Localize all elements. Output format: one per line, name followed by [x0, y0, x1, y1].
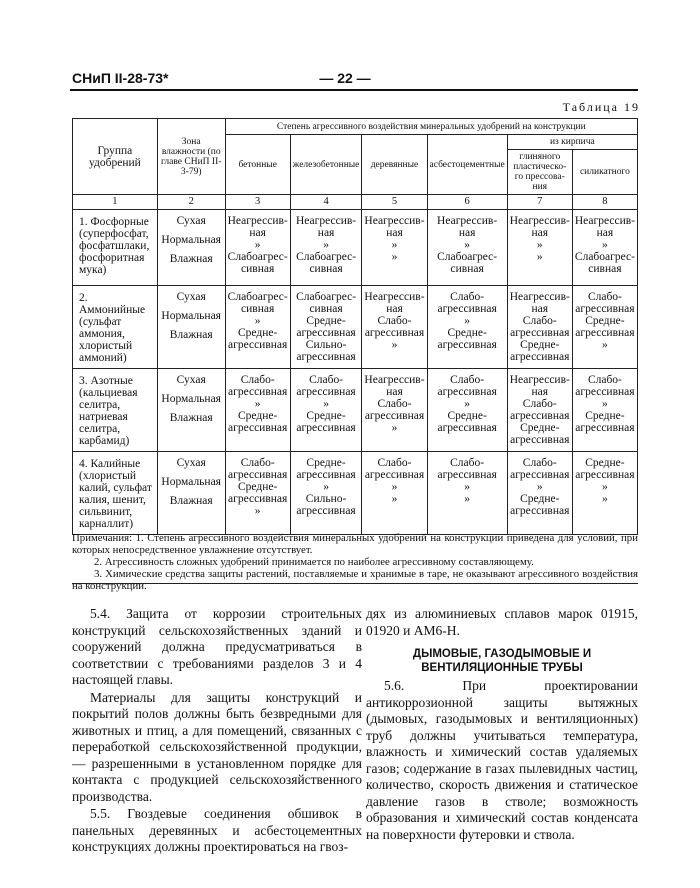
humidity-zones [157, 286, 225, 369]
rating-silicate-brick [572, 452, 637, 535]
rating-line: Слабоагрес- [437, 251, 498, 263]
column-number: 5 [362, 195, 427, 210]
humidity-zone: Сухая [176, 215, 206, 227]
rating-silicate-brick [572, 286, 637, 369]
rating-line: » [254, 505, 261, 517]
rating-line: агрессивная [364, 327, 425, 339]
rating-line: сивная [241, 263, 275, 275]
rating-line: Средне- [238, 481, 278, 493]
rating-line: ная [458, 227, 476, 239]
rating-line: агрессивная [296, 469, 356, 481]
rating-line: агрессивная [575, 422, 635, 434]
header-brick: из кирпича [507, 135, 637, 150]
rating-line: агрессивная [510, 469, 570, 481]
rating-line: Слабо- [450, 291, 485, 303]
column-number: 3 [225, 195, 290, 210]
humidity-zone: Влажная [169, 253, 213, 265]
rating-line: Слабоагрес- [296, 251, 357, 263]
page-number: — 22 — [319, 70, 371, 86]
rating-line: агрессивная [296, 386, 356, 398]
header-clay-brick: глиняного пластическо-го прессова-ния [507, 150, 572, 195]
rating-line: ная [249, 227, 266, 239]
rating-line: ная [596, 227, 614, 239]
rating-line: агрессивная [575, 327, 635, 339]
column-number: 2 [157, 195, 225, 210]
left-text-column [72, 606, 362, 857]
rating-line: Слабо- [377, 398, 412, 410]
rating-line: » [254, 315, 261, 327]
rating-line: агрессивная [437, 339, 497, 351]
rating-line: Неагрессив- [437, 215, 498, 227]
paragraph-5-5: 5.5. Гвоздевые соединения обшивок в панельных деревянных и асбестоцементных конструкциях должны проектироваться на гвоз- [72, 806, 362, 854]
rating-reinforced [290, 210, 362, 286]
rating-line: агрессивная [296, 327, 356, 339]
rating-line: Слабо- [450, 457, 485, 469]
humidity-zone: Влажная [169, 329, 213, 341]
rating-line: агрессивная [510, 410, 570, 422]
rating-line: Слабо- [522, 457, 557, 469]
rating-line: Неагрессив- [509, 374, 570, 386]
rating-line: » [464, 239, 470, 251]
humidity-zone: Влажная [169, 412, 213, 424]
rating-line: Средне- [238, 410, 278, 422]
rating-line: » [464, 398, 470, 410]
rating-line: » [536, 481, 543, 493]
rating-line: Средне- [520, 493, 560, 505]
paragraph-5-4: 5.4. Защита от коррозии строительных конструкций сельскохозяйственных зданий и сооружений должна предусматриваться в соответствии с требованиями разделов 3 и 4 настоящей главы. [72, 606, 362, 687]
humidity-zone: Сухая [176, 457, 206, 469]
rating-line: сивная [309, 303, 343, 315]
rating-line: Слабоагрес- [227, 291, 288, 303]
header-zone: Зона влажности (по главе СНиП II-3-79) [157, 119, 225, 195]
rating-line: ная [317, 227, 335, 239]
rating-wooden [362, 210, 427, 286]
rating-line: Слабо- [522, 315, 557, 327]
rating-line: » [391, 339, 398, 351]
fertilizer-aggressiveness-table [72, 118, 638, 535]
rating-line: агрессивная [228, 493, 288, 505]
rating-line: Средне- [447, 327, 487, 339]
table-bottom-rule [72, 583, 638, 584]
rating-line: сивная [588, 263, 622, 275]
rating-concrete [225, 452, 290, 535]
rating-line: Средне- [447, 410, 487, 422]
table-body [73, 210, 638, 535]
rating-line: агрессивная [510, 327, 570, 339]
rating-clay-brick [507, 452, 572, 535]
section-heading: ДЫМОВЫЕ, ГАЗОДЫМОВЫЕ И ВЕНТИЛЯЦИОННЫЕ ТРУБЫ [412, 648, 592, 674]
rating-line: агрессивная [437, 386, 497, 398]
rating-line: Средне- [306, 410, 346, 422]
rating-line: ная [531, 227, 549, 239]
rating-line: » [254, 398, 261, 410]
rating-line: Неагрессив- [296, 215, 357, 227]
rating-line: агрессивная [364, 469, 425, 481]
rating-line: агрессивная [575, 386, 635, 398]
rating-line: агрессивная [364, 410, 425, 422]
rating-line: сивная [241, 303, 275, 315]
humidity-zone: Нормальная [161, 393, 221, 405]
humidity-zone: Влажная [169, 495, 213, 507]
humidity-zone: Сухая [176, 374, 206, 386]
right-text-column [366, 606, 638, 844]
header-concrete: бетонные [225, 135, 290, 195]
rating-line: Сильно- [305, 493, 347, 505]
note-3: 3. Химические средства защиты растений, поставляемые и хранимые в таре, не оказывают агрессивного воздействия на конструкции. [72, 568, 638, 592]
table-row [73, 210, 638, 286]
rating-line: агрессивная [228, 339, 288, 351]
rating-line: ная [386, 227, 403, 239]
rating-line: агрессивная [437, 469, 497, 481]
rating-silicate-brick [572, 210, 637, 286]
rating-line: Неагрессив- [364, 215, 425, 227]
rating-asbestos [427, 286, 507, 369]
rating-line: » [602, 398, 608, 410]
rating-line: Средне- [585, 315, 625, 327]
humidity-zones [157, 452, 225, 535]
rating-line: агрессивная [510, 351, 570, 363]
rating-line: » [464, 315, 470, 327]
rating-line: Неагрессив- [509, 215, 570, 227]
rating-line: агрессивная [228, 422, 288, 434]
rating-line: ная [386, 386, 403, 398]
column-number: 7 [507, 195, 572, 210]
fertilizer-group: 1. Фосфорные (суперфосфат, фосфатшлаки, фосфоритная мука) [73, 210, 158, 286]
humidity-zone: Нормальная [161, 310, 221, 322]
rating-line: Слабо- [450, 374, 485, 386]
rating-line: Слабо- [522, 398, 557, 410]
rating-reinforced [290, 452, 362, 535]
rating-line: » [391, 251, 398, 263]
rating-line: Средне- [585, 410, 625, 422]
rating-line: Средне- [306, 457, 346, 469]
rating-line: Сильно- [305, 339, 347, 351]
rating-asbestos [427, 452, 507, 535]
rating-clay-brick [507, 286, 572, 369]
note-1: Примечания: 1. Степень агрессивного воздействия минеральных удобрений на конструкции приведена для условий, при которых непосредственное увлажнение отсутствует. [72, 532, 638, 556]
column-number: 6 [427, 195, 507, 210]
rating-wooden [362, 369, 427, 452]
rating-concrete [225, 369, 290, 452]
rating-line: Неагрессив- [364, 291, 425, 303]
column-number: 8 [572, 195, 637, 210]
document-code: СНиП II-28-73* [72, 70, 169, 86]
rating-line: » [323, 239, 329, 251]
rating-line: агрессивная [510, 434, 570, 446]
humidity-zones [157, 210, 225, 286]
rating-line: агрессивная [228, 469, 288, 481]
rating-line: Неагрессив- [227, 215, 288, 227]
fertilizer-group: 2. Аммонийные (сульфат аммония, хлористый аммоний) [73, 286, 158, 369]
rating-line: Средне- [520, 339, 560, 351]
rating-line: » [391, 422, 398, 434]
rating-concrete [225, 286, 290, 369]
rating-line: » [536, 251, 543, 263]
rating-line: агрессивная [296, 351, 356, 363]
rating-line: ная [386, 303, 403, 315]
rating-reinforced [290, 369, 362, 452]
rating-line: » [391, 493, 398, 505]
humidity-zone: Сухая [176, 291, 206, 303]
rating-line: агрессивная [437, 303, 497, 315]
paragraph-5-6: 5.6. При проектировании антикоррозионной защиты вытяжных (дымовых, газодымовых и вентиляционных) труб должны учитываться температура, влажность и химический состав удаляемых газов; содержание в газах пылевидных частиц, количество, скорость движения и статическое давление газов в стволе; возможность образования и химический состав конденсата на поверхности футеровки и ствола. [366, 678, 638, 842]
paragraph-continuation: дях из алюминиевых сплавов марок 01915, 01920 и АМ6-Н. [366, 606, 638, 638]
rating-line: Средне- [238, 327, 278, 339]
rating-wooden [362, 286, 427, 369]
rating-line: Неагрессив- [364, 374, 425, 386]
rating-line: Слабоагрес- [227, 251, 288, 263]
fertilizer-group: 4. Калийные (хлористый калий, сульфат калия, шенит, сильвинит, карналлит) [73, 452, 158, 535]
rating-line: агрессивная [510, 505, 570, 517]
rating-line: Слабо- [240, 457, 275, 469]
rating-line: » [254, 239, 261, 251]
header-asbestos: асбестоцементные [427, 135, 507, 195]
rating-line: Неагрессив- [509, 291, 570, 303]
rating-asbestos [427, 369, 507, 452]
rating-line: агрессивная [296, 422, 356, 434]
header-degree: Степень агрессивного воздействия минеральных удобрений на конструкции [225, 119, 637, 135]
fertilizer-group: 3. Азотные (кальциевая селитра, натриевая селитра, карбамид) [73, 369, 158, 452]
rating-line: » [391, 239, 398, 251]
header-rule [70, 89, 638, 91]
rating-line: Слабо- [377, 457, 412, 469]
rating-wooden [362, 452, 427, 535]
rating-line: Слабо- [587, 291, 622, 303]
rating-concrete [225, 210, 290, 286]
rating-line: сивная [450, 263, 484, 275]
rating-line: агрессивная [575, 303, 635, 315]
rating-line: » [323, 481, 329, 493]
rating-line: Средне- [306, 315, 346, 327]
table-title: Таблица 19 [562, 100, 640, 114]
rating-line: агрессивная [437, 422, 497, 434]
rating-line: » [602, 339, 608, 351]
rating-line: Средне- [585, 457, 625, 469]
header-reinforced: железобетонные [290, 135, 362, 195]
rating-line: агрессивная [228, 386, 288, 398]
rating-line: Слабоагрес- [574, 251, 635, 263]
table-row [73, 452, 638, 535]
rating-line: Слабо- [587, 374, 622, 386]
rating-line: » [391, 481, 398, 493]
rating-line: Слабо- [377, 315, 412, 327]
table-row [73, 369, 638, 452]
column-number: 1 [73, 195, 158, 210]
rating-line: Средне- [520, 422, 560, 434]
table-notes [72, 532, 638, 592]
rating-line: » [602, 493, 608, 505]
rating-line: » [536, 239, 543, 251]
rating-line: Слабоагрес- [296, 291, 357, 303]
rating-line: Неагрессив- [574, 215, 635, 227]
column-number: 4 [290, 195, 362, 210]
rating-reinforced [290, 286, 362, 369]
humidity-zone: Нормальная [161, 476, 221, 488]
rating-silicate-brick [572, 369, 637, 452]
humidity-zones [157, 369, 225, 452]
rating-line: » [602, 239, 608, 251]
rating-line: агрессивная [296, 505, 356, 517]
rating-clay-brick [507, 210, 572, 286]
rating-line: » [602, 481, 608, 493]
rating-line: » [464, 481, 470, 493]
rating-clay-brick [507, 369, 572, 452]
header-group: Группа удобрений [73, 119, 158, 195]
rating-line: Слабо- [309, 374, 344, 386]
note-2: 2. Агрессивность сложных удобрений принимается по наиболее агрессивному составляющему. [94, 556, 534, 568]
rating-asbestos [427, 210, 507, 286]
rating-line: агрессивная [575, 469, 635, 481]
humidity-zone: Нормальная [161, 234, 221, 246]
rating-line: ная [531, 303, 549, 315]
table-row [73, 286, 638, 369]
rating-line: » [464, 493, 470, 505]
header-silicate-brick: силикатного [572, 150, 637, 195]
header-wooden: деревянные [362, 135, 427, 195]
rating-line: сивная [309, 263, 343, 275]
rating-line: ная [531, 386, 549, 398]
paragraph-materials: Материалы для защиты конструкций и покрытий полов должны быть безвредными для животных и птиц, а для помещений, связанных с переработкой сельскохозяйственной продукции, — разрешенными в установленном порядке для контакта с продукцией сельскохозяйственного производства. [72, 689, 362, 804]
rating-line: » [323, 398, 329, 410]
rating-line: Слабо- [240, 374, 275, 386]
